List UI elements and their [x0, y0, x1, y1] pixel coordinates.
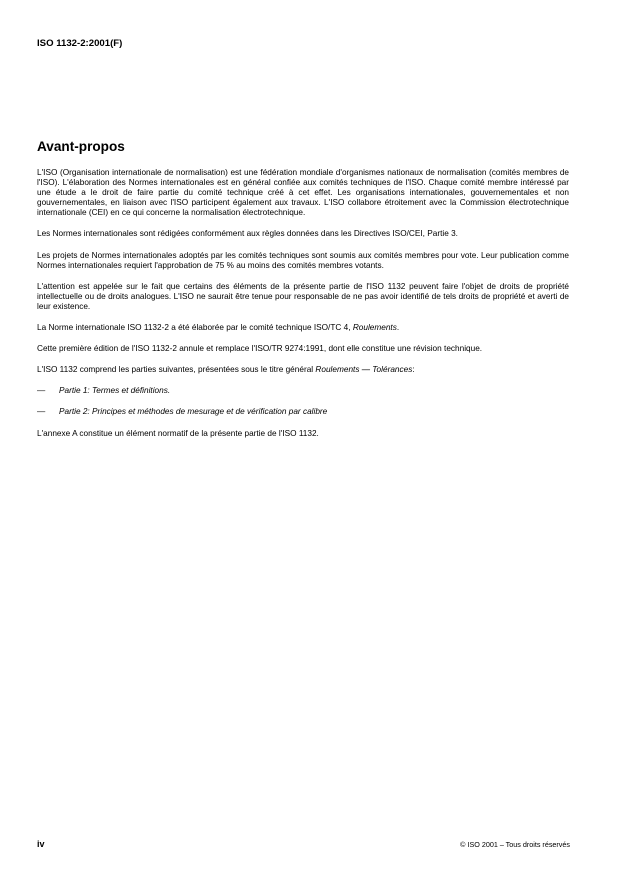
- list-dash: —: [37, 386, 46, 396]
- page-title: Avant-propos: [37, 139, 125, 154]
- paragraph-directives: Les Normes internationales sont rédigées conformément aux règles données dans les Directives ISO/CEI, Partie 3.: [37, 229, 458, 239]
- copyright-notice: © ISO 2001 – Tous droits réservés: [460, 840, 570, 849]
- paragraph-iso-intro: L'ISO (Organisation internationale de normalisation) est une fédération mondiale d'organismes nationaux de normalisation (comités membres de l'ISO). L'élaboration des Normes internationales est en général confiée aux comités techniques de l'ISO. Chaque comité membre intéressé par une étude a le droit de faire partie du comité technique créé à cet effet. Les organisations internationales, gouvernementales et non gouvernementales, en liaison avec l'ISO participent également aux travaux. L'ISO collabore étroitement avec la Commission électrotechnique internationale (CEI) en ce qui concerne la normalisation électrotechnique.: [37, 168, 569, 218]
- paragraph-technical-committee: [37, 323, 569, 333]
- tc-title: Roulements: [352, 323, 397, 333]
- tc-end: .: [396, 323, 400, 333]
- parts-intro-text: L'ISO 1132 comprend les parties suivantes, présentées sous le titre général: [37, 365, 316, 375]
- paragraph-voting: Les projets de Normes internationales adoptés par les comités techniques sont soumis aux comités membres pour vote. Leur publication comme Normes internationales requiert l'approbation de 75 % au moins des comités membres votants.: [37, 250, 569, 270]
- document-header-id: ISO 1132-2:2001(F): [37, 38, 123, 49]
- list-dash: —: [37, 407, 46, 417]
- list-item-part-1: [37, 386, 569, 396]
- paragraph-annex: L'annexe A constitue un élément normatif de la présente partie de l'ISO 1132.: [37, 428, 319, 438]
- parts-general-title: Roulements — Tolérances: [315, 365, 413, 375]
- foreword-body: [37, 168, 569, 450]
- parts-intro-end: :: [412, 365, 415, 375]
- paragraph-edition: Cette première édition de l'ISO 1132-2 annule et remplace l'ISO/TR 9274:1991, dont elle constitue une révision technique.: [37, 344, 483, 354]
- list-item-part-2: [37, 407, 569, 417]
- paragraph-patent-rights: L'attention est appelée sur le fait que certains des éléments de la présente partie de l'ISO 1132 peuvent faire l'objet de droits de propriété intellectuelle ou de droits analogues. L'ISO ne saurait être tenue pour responsable de ne pas avoir identifié de tels droits de propriété et averti de leur existence.: [37, 281, 569, 311]
- tc-text: La Norme internationale ISO 1132-2 a été élaborée par le comité technique ISO/TC 4,: [37, 323, 353, 333]
- page-number: iv: [37, 839, 45, 849]
- part-2-title: Partie 2: Principes et méthodes de mesurage et de vérification par calibre: [59, 407, 328, 417]
- paragraph-parts-intro: [37, 365, 569, 375]
- part-1-title: Partie 1: Termes et définitions.: [59, 386, 171, 396]
